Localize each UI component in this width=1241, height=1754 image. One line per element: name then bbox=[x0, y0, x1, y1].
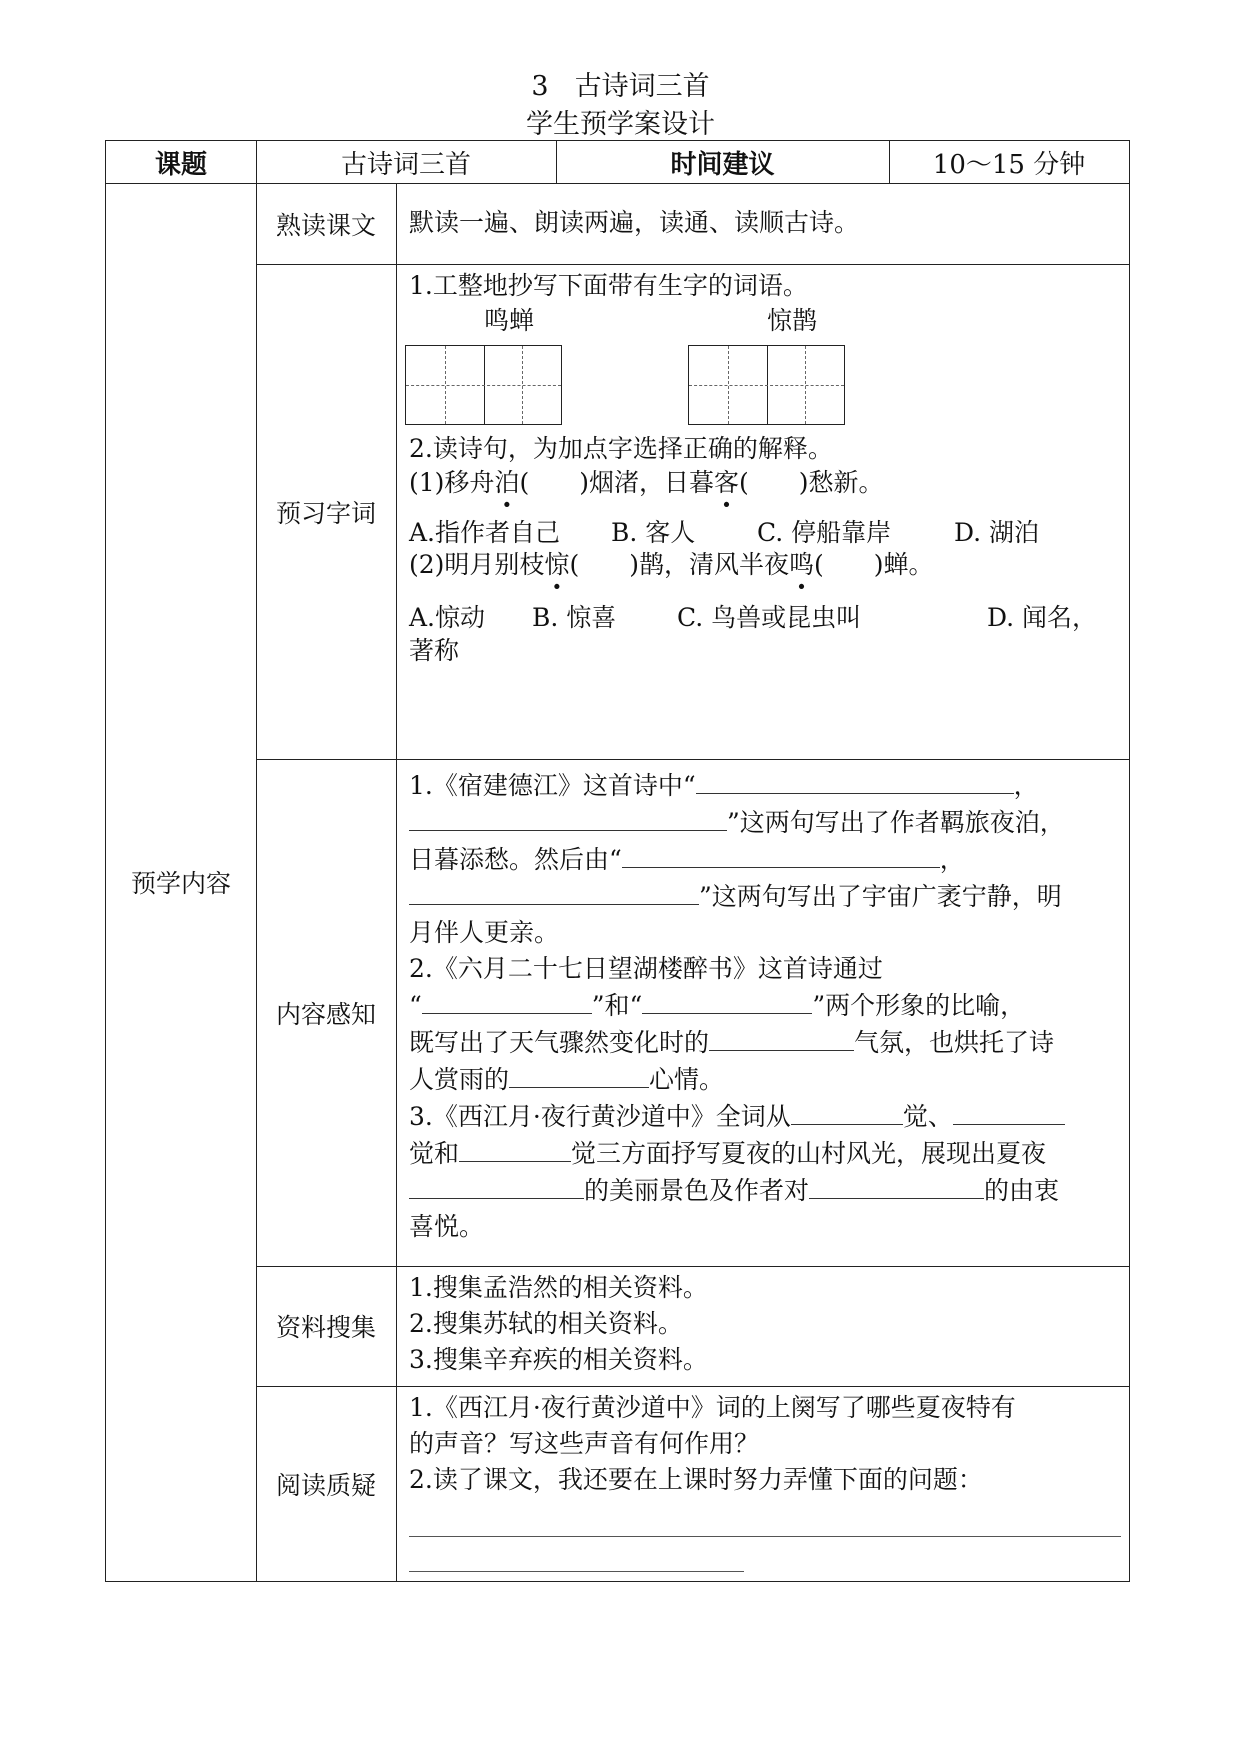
blank[interactable] bbox=[509, 1061, 649, 1088]
blank[interactable] bbox=[409, 1172, 584, 1199]
worksheet-table bbox=[105, 140, 1130, 1582]
preview-content-label: 预学内容 bbox=[130, 869, 231, 898]
option-d: D. 闻名， bbox=[987, 603, 1098, 632]
option-b: B. 客人 bbox=[611, 518, 696, 547]
reading-instruction: 默读一遍、朗读两遍，读通、读顺古诗。 bbox=[409, 208, 860, 237]
comprehension-text: 1.《宿建德江》这首诗中“ ， ”这两句写出了作者羁旅夜泊， 日暮添愁。然后由“ ， ”这两句写出了宇宙广袤宁静，明 月伴人更亲。 2.《六月二十七日望湖楼醉书》这首诗通过 “ ”和“ ”两个形象的比喻， 既写出了天气骤然变化时的 气氛，也烘托了诗 人赏雨的 心情。 3.《西江月·夜行黄沙道中》全词从 觉、 觉和 觉三方面抒写夏夜的山村风光，展现出夏夜 的美丽景色及作者对 的由衷 喜悦。 bbox=[409, 767, 1125, 1245]
research-list bbox=[409, 1270, 1119, 1378]
option-c: C. 停船靠岸 bbox=[757, 518, 892, 547]
word-ming-chan: 鸣蝉 bbox=[483, 306, 534, 335]
lesson-title: 古诗词三首 bbox=[574, 71, 710, 102]
blank[interactable] bbox=[459, 1135, 571, 1162]
list-item: 1.搜集孟浩然的相关资料。 bbox=[409, 1273, 708, 1302]
sentence-1: (1)移舟泊( )烟渚，日暮客( )愁新。 bbox=[409, 468, 884, 497]
topic-value: 古诗词三首 bbox=[340, 149, 471, 180]
writing-grid-1[interactable] bbox=[405, 345, 562, 425]
section-label-research: 资料搜集 bbox=[275, 1313, 376, 1342]
dotted-char-bo: 泊 bbox=[494, 468, 520, 497]
options-2 bbox=[409, 598, 1119, 634]
option-d-continued: 著称 bbox=[409, 636, 460, 665]
dotted-char-ke: 客 bbox=[713, 468, 739, 497]
vocab-question-1: 1.工整地抄写下面带有生字的词语。 bbox=[409, 271, 808, 300]
questions-text: 1.《西江月·夜行黄沙道中》词的上阕写了哪些夏夜特有 的声音？写这些声音有何作用？ 2.读了课文，我还要在上课时努力弄懂下面的问题： bbox=[409, 1393, 1016, 1494]
list-item: 3.搜集辛弃疾的相关资料。 bbox=[409, 1345, 708, 1374]
blank[interactable] bbox=[791, 1098, 903, 1125]
blank[interactable] bbox=[696, 767, 1014, 794]
option-a: A.指作者自己 bbox=[409, 518, 561, 547]
option-a: A.惊动 bbox=[409, 603, 486, 632]
option-c: C. 鸟兽或昆虫叫 bbox=[677, 603, 862, 632]
blank[interactable] bbox=[809, 1172, 984, 1199]
blank[interactable] bbox=[409, 804, 727, 831]
divider bbox=[556, 141, 557, 183]
section-label-questions: 阅读质疑 bbox=[275, 1470, 376, 1500]
blank[interactable] bbox=[642, 987, 812, 1014]
writing-grid-2[interactable] bbox=[688, 345, 845, 425]
blank[interactable] bbox=[622, 841, 940, 868]
sentence-2: (2)明月别枝惊( )鹊，清风半夜鸣( )蝉。 bbox=[409, 550, 934, 579]
document-subtitle: 学生预学案设计 bbox=[526, 109, 715, 140]
answer-line[interactable] bbox=[409, 1536, 1121, 1537]
section-label-comprehension: 内容感知 bbox=[275, 999, 376, 1029]
blank[interactable] bbox=[409, 878, 699, 905]
section-label-reading: 熟读课文 bbox=[275, 210, 376, 240]
vocab-question-2: 2.读诗句，为加点字选择正确的解释。 bbox=[409, 434, 833, 463]
word-jing-que: 惊鹊 bbox=[766, 306, 817, 335]
dotted-char-ming: 鸣 bbox=[788, 550, 814, 579]
blank[interactable] bbox=[953, 1098, 1065, 1125]
lesson-number: 3 bbox=[531, 71, 549, 102]
time-label: 时间建议 bbox=[670, 149, 775, 180]
divider bbox=[396, 183, 397, 1581]
topic-label: 课题 bbox=[154, 149, 207, 180]
option-b: B. 惊喜 bbox=[532, 603, 617, 632]
blank[interactable] bbox=[422, 987, 592, 1014]
section-label-vocab: 预习字词 bbox=[275, 498, 376, 528]
divider bbox=[889, 141, 890, 183]
time-value: 10～15 分钟 bbox=[932, 149, 1086, 180]
options-1 bbox=[409, 513, 1119, 549]
blank[interactable] bbox=[709, 1024, 854, 1051]
option-d: D. 湖泊 bbox=[954, 518, 1040, 547]
list-item: 2.搜集苏轼的相关资料。 bbox=[409, 1309, 683, 1338]
lesson-heading bbox=[0, 64, 1241, 103]
dotted-char-jing: 惊 bbox=[544, 550, 570, 579]
answer-line[interactable] bbox=[409, 1571, 744, 1572]
